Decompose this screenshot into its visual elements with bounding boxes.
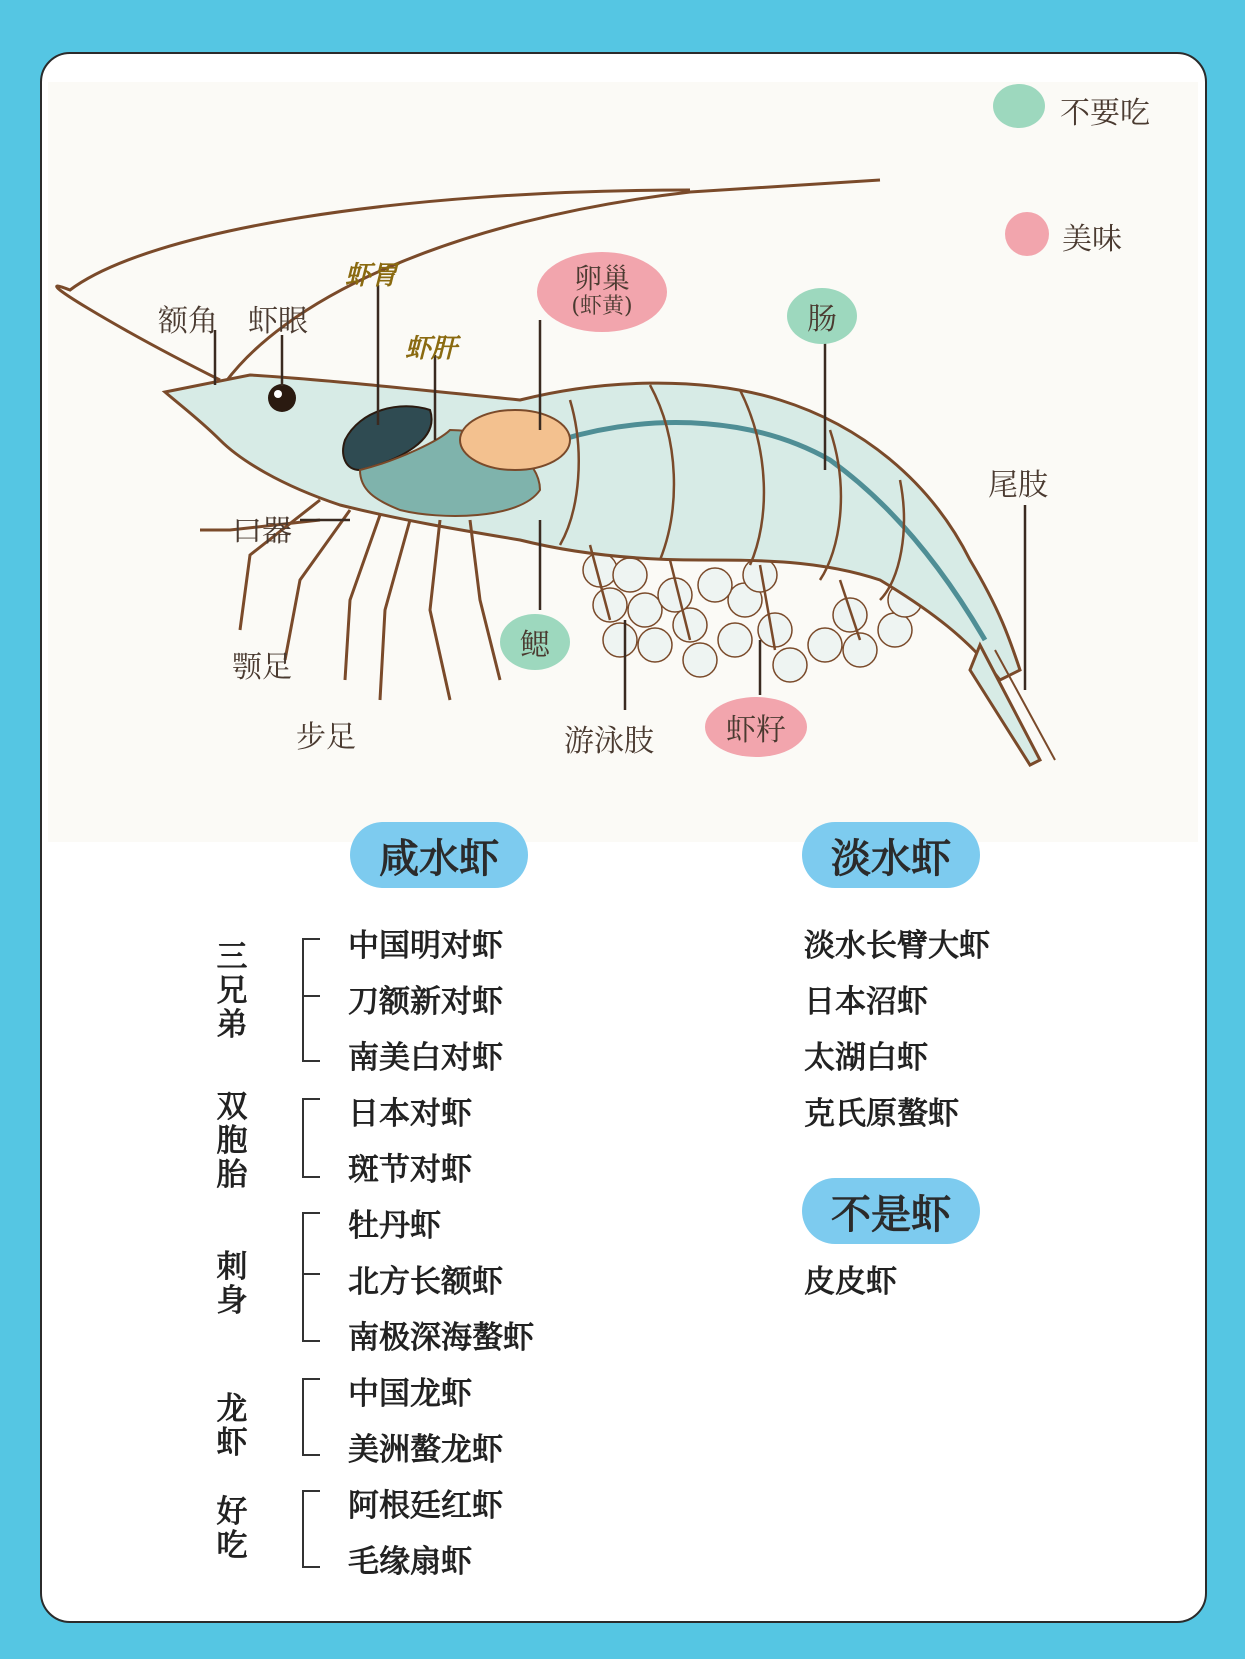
- label-rostrum: 额角: [158, 304, 218, 339]
- freshwater-item: 太湖白虾: [804, 1040, 928, 1076]
- saltwater-item: 南美白对虾: [348, 1040, 503, 1076]
- bubble-intestine: [787, 288, 857, 344]
- bracket-twins: [302, 1098, 320, 1178]
- label-roe: 虾籽: [726, 713, 786, 748]
- freshwater-title: 淡水虾: [802, 822, 980, 888]
- label-stomach: 虾胃: [345, 261, 398, 291]
- not-shrimp-item: 皮皮虾: [804, 1264, 897, 1300]
- legend-dot-inedible: [993, 84, 1045, 128]
- freshwater-item: 克氏原螯虾: [804, 1096, 959, 1132]
- label-walking-legs: 步足: [296, 720, 356, 755]
- bubble-gills: [500, 614, 570, 670]
- bracket-mid-tick: [302, 995, 320, 997]
- legend-label-tasty: 美味: [1062, 222, 1122, 257]
- bracket-tasty: [302, 1490, 320, 1568]
- saltwater-item: 北方长额虾: [348, 1264, 503, 1300]
- saltwater-item: 中国明对虾: [348, 928, 503, 964]
- not-shrimp-title: 不是虾: [802, 1178, 980, 1244]
- bracket-lobster: [302, 1378, 320, 1456]
- saltwater-item: 刀额新对虾: [348, 984, 503, 1020]
- group-label-twins: 双胞胎: [216, 1089, 248, 1193]
- saltwater-item: 斑节对虾: [348, 1152, 472, 1188]
- bracket-mid-tick: [302, 1273, 320, 1275]
- legend-label-inedible: 不要吃: [1060, 96, 1150, 131]
- saltwater-item: 牡丹虾: [348, 1208, 441, 1244]
- label-eye: 虾眼: [248, 304, 308, 339]
- freshwater-item: 日本沼虾: [804, 984, 928, 1020]
- saltwater-item: 毛缘扇虾: [348, 1544, 472, 1580]
- saltwater-title: 咸水虾: [350, 822, 528, 888]
- label-ovary: 卵巢: [573, 262, 630, 295]
- group-label-sashimi: 刺身: [216, 1249, 248, 1319]
- group-label-three-brothers: 三兄弟: [216, 939, 248, 1043]
- saltwater-item: 日本对虾: [348, 1096, 472, 1132]
- bracket-three-brothers: [302, 938, 320, 1062]
- bracket-sashimi: [302, 1212, 320, 1342]
- bubble-roe: [705, 697, 807, 757]
- label-maxilliped: 颚足: [232, 650, 292, 685]
- eye-organ: [268, 384, 296, 412]
- group-label-tasty: 好吃: [216, 1494, 248, 1564]
- label-intestine: 肠: [807, 302, 837, 337]
- group-label-lobster: 龙虾: [216, 1391, 248, 1461]
- legend-dot-tasty: [1005, 212, 1049, 256]
- bubble-ovary: [537, 252, 667, 332]
- label-mouthparts: 口器: [232, 514, 292, 549]
- label-gills: 鳃: [520, 628, 550, 663]
- label-telson: 尾肢: [988, 468, 1048, 503]
- label-liver: 虾肝: [405, 334, 458, 364]
- freshwater-item: 淡水长臂大虾: [804, 928, 990, 964]
- ovary-organ: [460, 410, 570, 470]
- label-swimmerets: 游泳肢: [564, 724, 654, 759]
- saltwater-item: 阿根廷红虾: [348, 1488, 503, 1524]
- saltwater-item: 南极深海螯虾: [348, 1320, 534, 1356]
- label-ovary-note: (虾黄): [571, 294, 633, 319]
- saltwater-item: 美洲螯龙虾: [348, 1432, 503, 1468]
- saltwater-item: 中国龙虾: [348, 1376, 472, 1412]
